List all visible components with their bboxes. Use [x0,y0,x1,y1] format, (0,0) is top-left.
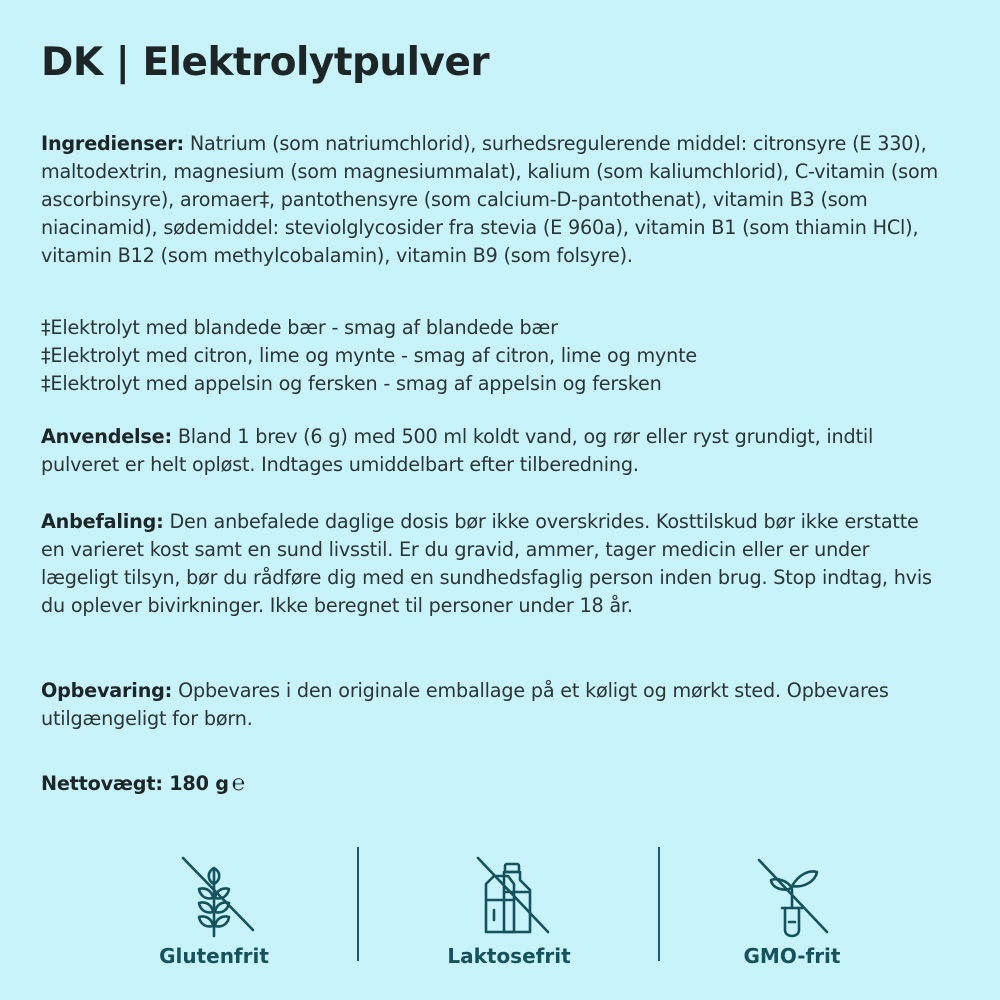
no-milk-icon [464,850,554,940]
feature-lactosefree [359,838,659,968]
flavor-line: ‡Elektrolyt med blandede bær - smag af blandede bær [41,316,558,339]
no-wheat-icon [169,850,259,940]
usage-text: Bland 1 brev (6 g) med 500 ml koldt vand, og rør eller ryst grundigt, indtil pulveret er helt opløst. Indtages umiddelbart efter tilberedning. [41,425,874,476]
storage-text: Opbevares i den originale emballage på et køligt og mørkt sted. Opbevares utilgængeligt for børn. [41,679,889,730]
no-gmo-icon [747,850,837,940]
recommendation-label: Anbefaling: [41,510,164,533]
feature-label-lactosefree: Laktosefrit [447,944,571,968]
ingredients-section [41,130,946,270]
storage-label: Opbevaring: [41,679,173,702]
flavors-list [41,314,946,398]
ingredients-text: Natrium (som natriumchlorid), surhedsregulerende middel: citronsyre (E 330), maltodextrin, magnesium (som magnesiummalat), kalium (som kaliumchlorid), C-vitamin (som ascorbinsyre), aromaer‡, pantothensyre (som calcium-D-pantothenat), vitamin B3 (som niacinamid), sødemiddel: steviolglycosider fra stevia (E 960a), vitamin B1 (som thiamin HCl), vitamin B12 (som methylcobalamin), vitamin B9 (som folsyre). [41,132,938,267]
recommendation-section [41,508,946,620]
feature-gmofree [642,838,942,968]
page-title: DK | Elektrolytpulver [41,40,490,85]
storage-section [41,677,946,733]
estimated-sign-icon: ℮ [231,771,245,796]
usage-label: Anvendelse: [41,425,172,448]
flavor-line: ‡Elektrolyt med citron, lime og mynte - smag af citron, lime og mynte [41,344,697,367]
feature-glutenfree [64,838,364,968]
ingredients-label: Ingredienser: [41,132,184,155]
usage-section [41,423,946,479]
flavor-line: ‡Elektrolyt med appelsin og fersken - smag af appelsin og fersken [41,372,662,395]
feature-label-gmofree: GMO-frit [743,944,841,968]
features-row [0,838,1000,978]
recommendation-text: Den anbefalede daglige dosis bør ikke overskrides. Kosttilskud bør ikke erstatte en varieret kost samt en sund livsstil. Er du gravid, ammer, tager medicin eller er under lægeligt tilsyn, bør du rådføre dig med en sundhedsfaglig person inden brug. Stop indtag, hvis du oplever bivirkninger. Ikke beregnet til personer under 18 år. [41,510,932,617]
feature-label-glutenfree: Glutenfrit [159,944,269,968]
net-weight [41,770,946,798]
net-weight-text: Nettovægt: 180 g [41,772,229,795]
